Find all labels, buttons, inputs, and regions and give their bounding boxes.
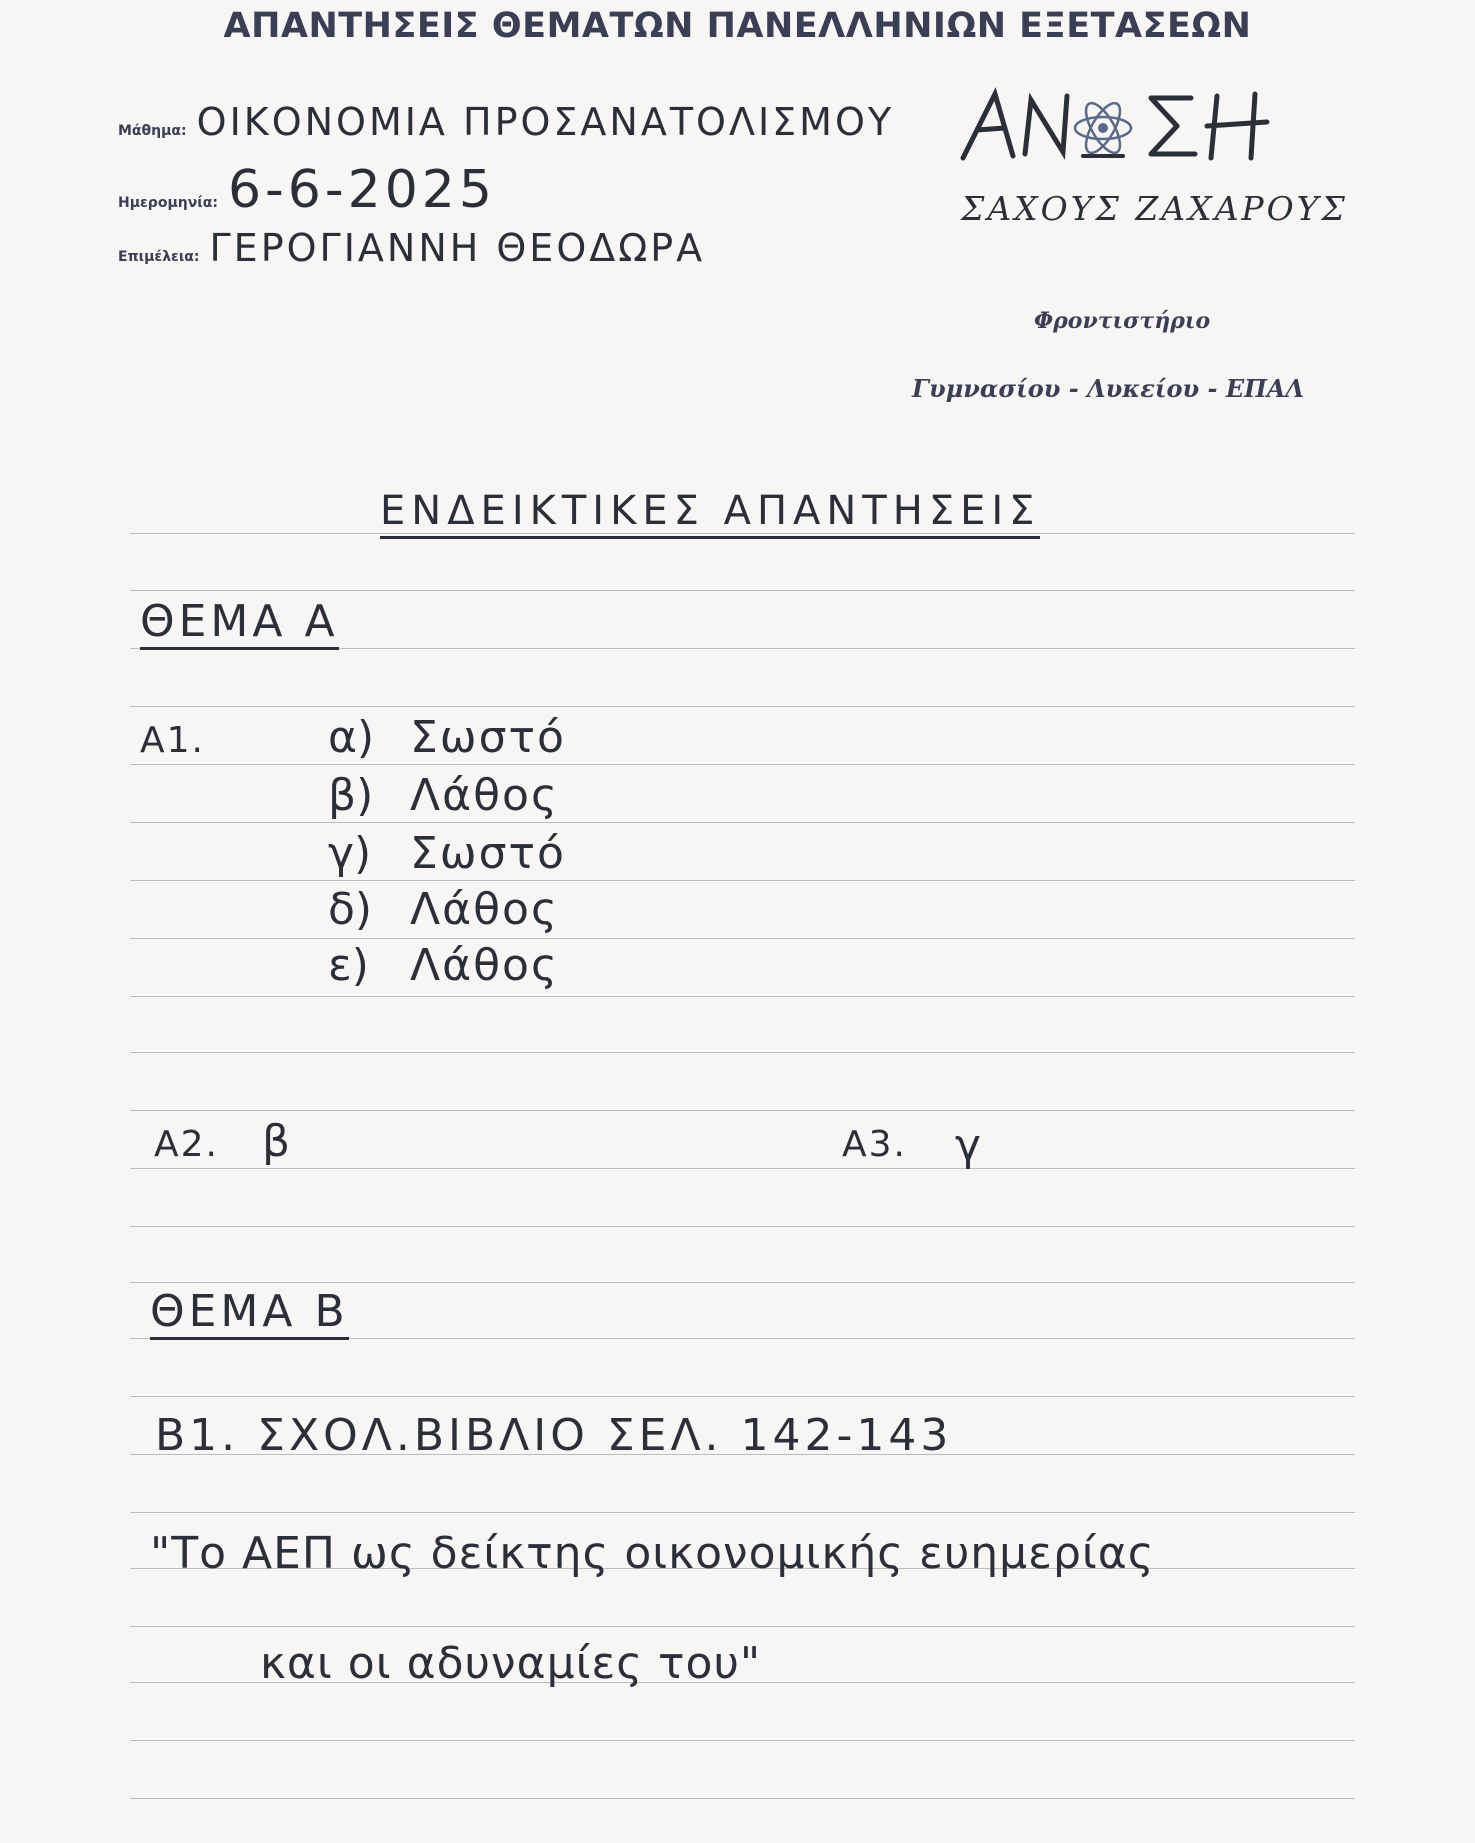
answer-value: Λάθος	[410, 770, 559, 821]
subject-row	[118, 100, 894, 144]
ruled-line	[130, 822, 1355, 823]
answer-value: Λάθος	[410, 884, 559, 935]
ruled-line	[130, 880, 1355, 881]
date-value: 6-6-2025	[227, 160, 496, 220]
ruled-line	[130, 706, 1355, 707]
atom-icon	[1075, 98, 1131, 157]
editor-value: ΓΕΡΟΓΙΑΝΝΗ ΘΕΟΔΩΡΑ	[209, 226, 706, 270]
a3-label: Α3.	[842, 1124, 907, 1165]
anosi-logo	[955, 86, 1345, 246]
a1-answer-item	[328, 884, 559, 935]
ruled-line	[130, 1282, 1355, 1283]
ruled-line	[130, 1740, 1355, 1741]
a1-answer-item	[328, 940, 559, 991]
ruled-line	[130, 1110, 1355, 1111]
a1-answer-item	[328, 828, 566, 879]
answer-value: Σωστό	[410, 712, 566, 763]
a1-answer-item	[328, 770, 559, 821]
answer-letter: α)	[328, 712, 375, 763]
ruled-line	[130, 764, 1355, 765]
ruled-line	[130, 996, 1355, 997]
answer-value: Λάθος	[410, 940, 559, 991]
subject-label: Μάθημα:	[118, 123, 187, 139]
answer-letter: β)	[328, 770, 374, 821]
answer-letter: γ)	[328, 828, 372, 879]
a3-answer: γ	[955, 1120, 982, 1171]
answer-letter: δ)	[328, 884, 373, 935]
b1-quote-line-2: και οι αδυναμίες του"	[260, 1638, 762, 1689]
editor-row	[118, 226, 705, 270]
date-label: Ημερομηνία:	[118, 195, 218, 211]
subject-value: ΟΙΚΟΝΟΜΙΑ ΠΡΟΣΑΝΑΤΟΛΙΣΜΟΥ	[196, 100, 895, 144]
a1-label: Α1.	[140, 720, 205, 761]
ruled-line	[130, 1168, 1355, 1169]
ruled-line	[130, 1512, 1355, 1513]
school-type: Φροντιστήριο	[1034, 308, 1211, 334]
a2-label: Α2.	[154, 1124, 219, 1165]
document-title: ΑΠΑΝΤΗΣΕΙΣ ΘΕΜΑΤΩΝ ΠΑΝΕΛΛΗΝΙΩΝ ΕΞΕΤΑΣΕΩΝ	[223, 6, 1252, 46]
logo-graphic	[955, 86, 1345, 246]
ruled-line	[130, 590, 1355, 591]
answers-heading: ΕΝΔΕΙΚΤΙΚΕΣ ΑΠΑΝΤΗΣΕΙΣ	[380, 488, 1040, 539]
ruled-line	[130, 1052, 1355, 1053]
answer-letter: ε)	[328, 940, 369, 991]
theme-b-heading: ΘΕΜΑ Β	[150, 1286, 349, 1340]
ruled-line	[130, 1626, 1355, 1627]
ruled-line	[130, 1396, 1355, 1397]
editor-label: Επιμέλεια:	[118, 249, 200, 265]
ruled-line	[130, 1226, 1355, 1227]
b1-reference: Β1. ΣΧΟΛ.ΒΙΒΛΙΟ ΣΕΛ. 142-143	[155, 1410, 953, 1461]
b1-quote-line-1: "Το ΑΕΠ ως δείκτης οικονομικής ευημερίας	[150, 1528, 1155, 1579]
date-row	[118, 160, 496, 220]
school-levels: Γυμνασίου - Λυκείου - ΕΠΑΛ	[912, 374, 1305, 403]
a1-answer-item	[328, 712, 566, 763]
a2-answer: β	[262, 1116, 291, 1167]
theme-a-heading: ΘΕΜΑ Α	[140, 596, 339, 650]
ruled-line	[130, 1798, 1355, 1799]
ruled-line	[130, 938, 1355, 939]
logo-tagline: ΣΑΧΟΥΣ ΖΑΧΑΡΟΥΣ	[961, 189, 1345, 228]
answer-value: Σωστό	[410, 828, 566, 879]
